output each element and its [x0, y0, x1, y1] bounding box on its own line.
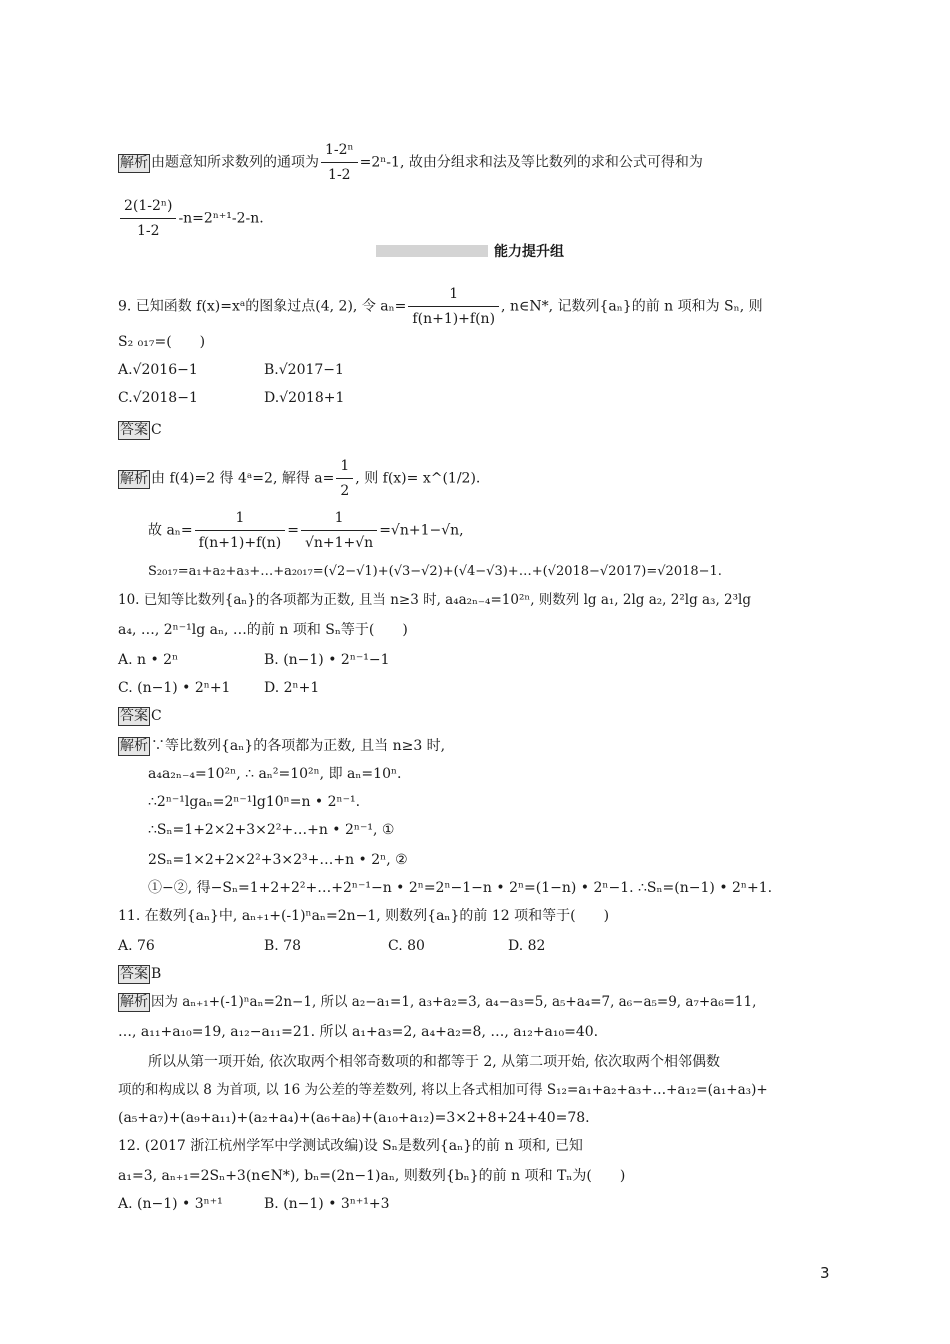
q10-analysis-line5: 2Sₙ=1×2+2×2²+3×2³+…+n • 2ⁿ, ② [148, 852, 408, 868]
analysis-tag: 解析 [120, 994, 148, 1010]
q10-stem-line2: a₄, …, 2ⁿ⁻¹lg aₙ, …的前 n 项和 Sₙ等于( ) [118, 622, 408, 638]
q9-work-fraction-2-denominator: √n+1+√n [304, 535, 374, 551]
q9-half-denominator: 2 [340, 483, 350, 499]
q11-analysis-line1 [118, 992, 756, 1012]
analysis-tag: 解析 [120, 470, 148, 487]
q10-analysis-line1 [118, 736, 445, 756]
q8-fraction-1-denominator: 1-2 [328, 167, 351, 183]
q9-analysis-line1 [118, 456, 480, 501]
q10-analysis-line3: ∴2ⁿ⁻¹lgaₙ=2ⁿ⁻¹lg10ⁿ=n • 2ⁿ⁻¹. [148, 794, 361, 810]
q9-option-b: B.√2017−1 [264, 362, 344, 378]
q11-analysis-line5: (a₅+a₇)+(a₉+a₁₁)+(a₂+a₄)+(a₆+a₈)+(a₁₀+a₁₂)=3×2+8+24+40=78. [118, 1110, 590, 1126]
q9-half-numerator: 1 [336, 456, 353, 479]
q11-answer-value: B [151, 966, 162, 982]
q10-option-a: A. n • 2ⁿ [118, 652, 179, 668]
q12-stem-line2: a₁=3, aₙ₊₁=2Sₙ+3(n∈N*), bₙ=(2n−1)aₙ, 则数列{bₙ}的前 n 项和 Tₙ为( ) [118, 1168, 626, 1184]
q9-stem-line2: S₂ ₀₁₇=( ) [118, 334, 206, 350]
q10-analysis-line4: ∴Sₙ=1+2×2+3×2²+…+n • 2ⁿ⁻¹, ① [148, 822, 395, 838]
q11-analysis-line3: 所以从第一项开始, 依次取两个相邻奇数项的和都等于 2, 从第二项开始, 依次取两个相邻偶数 [148, 1054, 721, 1070]
q8-analysis-text-pre: 由题意知所求数列的通项为 [151, 154, 319, 171]
q11-option-c: C. 80 [388, 938, 425, 954]
q10-option-d: D. 2ⁿ+1 [264, 680, 320, 696]
q8-analysis-line1 [118, 140, 703, 185]
q12-option-b: B. (n−1) • 3ⁿ⁺¹+3 [264, 1196, 390, 1212]
q9-analysis-pre: 由 f(4)=2 得 4ᵃ=2, 解得 a= [151, 470, 335, 487]
q8-fraction-1 [321, 140, 358, 185]
q11-analysis-line2: …, a₁₁+a₁₀=19, a₁₂−a₁₁=21. 所以 a₁+a₃=2, a₄+a₂=8, …, a₁₂+a₁₀=40. [118, 1024, 599, 1040]
q9-answer-value: C [151, 422, 162, 438]
answer-tag: 答案 [120, 966, 148, 982]
q9-answer-line [118, 420, 162, 440]
q9-half-fraction [336, 456, 353, 501]
q9-work-post: =√n+1−√n, [379, 522, 464, 539]
q9-stem-line1 [118, 284, 763, 329]
q9-option-d: D.√2018+1 [264, 390, 345, 406]
q10-option-b: B. (n−1) • 2ⁿ⁻¹−1 [264, 652, 390, 668]
q9-work-pre: 故 aₙ= [148, 522, 193, 539]
q10-answer-value: C [151, 708, 162, 724]
q9-work-eq: = [287, 522, 299, 539]
q11-option-b: B. 78 [264, 938, 302, 954]
q9-work-fraction-1-numerator: 1 [195, 508, 286, 531]
q9-work-fraction-1-denominator: f(n+1)+f(n) [198, 535, 282, 551]
q8-fraction-2 [120, 196, 176, 241]
q10-stem-line1: 10. 已知等比数列{aₙ}的各项都为正数, 且当 n≥3 时, a₄a₂ₙ₋₄=10²ⁿ, 则数列 lg a₁, 2lg a₂, 2²lg a₃, 2³lg [118, 592, 752, 608]
analysis-tag: 解析 [120, 154, 148, 171]
answer-tag: 答案 [120, 422, 148, 438]
q8-analysis-text-mid: =2ⁿ-1, 故由分组求和法及等比数列的求和公式可得和为 [359, 154, 703, 171]
analysis-tag: 解析 [120, 738, 148, 754]
q8-fraction-1-numerator: 1-2ⁿ [321, 140, 358, 163]
q11-analysis-text-1: 因为 aₙ₊₁+(-1)ⁿaₙ=2n−1, 所以 a₂−a₁=1, a₃+a₂=3, a₄−a₃=5, a₅+a₄=7, a₆−a₅=9, a₇+a₆=11, [151, 994, 757, 1010]
q9-sum-line: S₂₀₁₇=a₁+a₂+a₃+…+a₂₀₁₇=(√2−√1)+(√3−√2)+(√4−√3)+…+(√2018−√2017)=√2018−1. [148, 564, 722, 579]
q9-stem-fraction-denominator: f(n+1)+f(n) [412, 311, 496, 327]
q10-analysis-text-1: ∵等比数列{aₙ}的各项都为正数, 且当 n≥3 时, [151, 738, 446, 754]
q9-stem-fraction [408, 284, 499, 329]
q12-option-a: A. (n−1) • 3ⁿ⁺¹ [118, 1196, 223, 1212]
q11-analysis-line4: 项的和构成以 8 为首项, 以 16 为公差的等差数列, 将以上各式相加可得 S₁₂=a₁+a₂+a₃+…+a₁₂=(a₁+a₃)+ [118, 1082, 768, 1098]
q9-stem-fraction-numerator: 1 [408, 284, 499, 307]
q8-analysis-line2 [118, 196, 264, 241]
q11-answer-line [118, 964, 161, 984]
q11-option-d: D. 82 [508, 938, 546, 954]
q11-stem: 11. 在数列{aₙ}中, aₙ₊₁+(-1)ⁿaₙ=2n−1, 则数列{aₙ}的前 12 项和等于( ) [118, 908, 610, 924]
q11-option-a: A. 76 [118, 938, 155, 954]
q8-fraction-2-numerator: 2(1-2ⁿ) [120, 196, 176, 219]
q10-analysis-line6: ①−②, 得−Sₙ=1+2+2²+…+2ⁿ⁻¹−n • 2ⁿ=2ⁿ−1−n • 2ⁿ=(1−n) • 2ⁿ−1. ∴Sₙ=(n−1) • 2ⁿ+1. [148, 880, 773, 896]
q10-option-c: C. (n−1) • 2ⁿ+1 [118, 680, 231, 696]
section-header-bar [376, 245, 488, 257]
page-number: 3 [820, 1264, 830, 1282]
q9-analysis-post: , 则 f(x)= x^(1/2). [355, 470, 481, 487]
q12-stem-line1: 12. (2017 浙江杭州学军中学测试改编)设 Sₙ是数列{aₙ}的前 n 项和, 已知 [118, 1138, 583, 1154]
q8-fraction-2-denominator: 1-2 [136, 223, 160, 239]
q9-option-c: C.√2018−1 [118, 390, 198, 406]
q9-option-a: A.√2016−1 [118, 362, 198, 378]
q10-answer-line [118, 706, 162, 726]
q9-stem-pre: 9. 已知函数 f(x)=xᵃ的图象过点(4, 2), 令 aₙ= [118, 298, 407, 315]
q9-stem-post: , n∈N*, 记数列{aₙ}的前 n 项和为 Sₙ, 则 [501, 298, 763, 315]
q9-work-fraction-2 [301, 508, 377, 553]
answer-tag: 答案 [120, 708, 148, 724]
q9-work-line [148, 508, 464, 553]
section-title: 能力提升组 [494, 244, 564, 260]
q10-analysis-line2: a₄a₂ₙ₋₄=10²ⁿ, ∴ aₙ²=10²ⁿ, 即 aₙ=10ⁿ. [148, 766, 402, 782]
q8-analysis-text-post: -n=2ⁿ⁺¹-2-n. [178, 210, 264, 227]
q9-work-fraction-2-numerator: 1 [301, 508, 377, 531]
q9-work-fraction-1 [195, 508, 286, 553]
